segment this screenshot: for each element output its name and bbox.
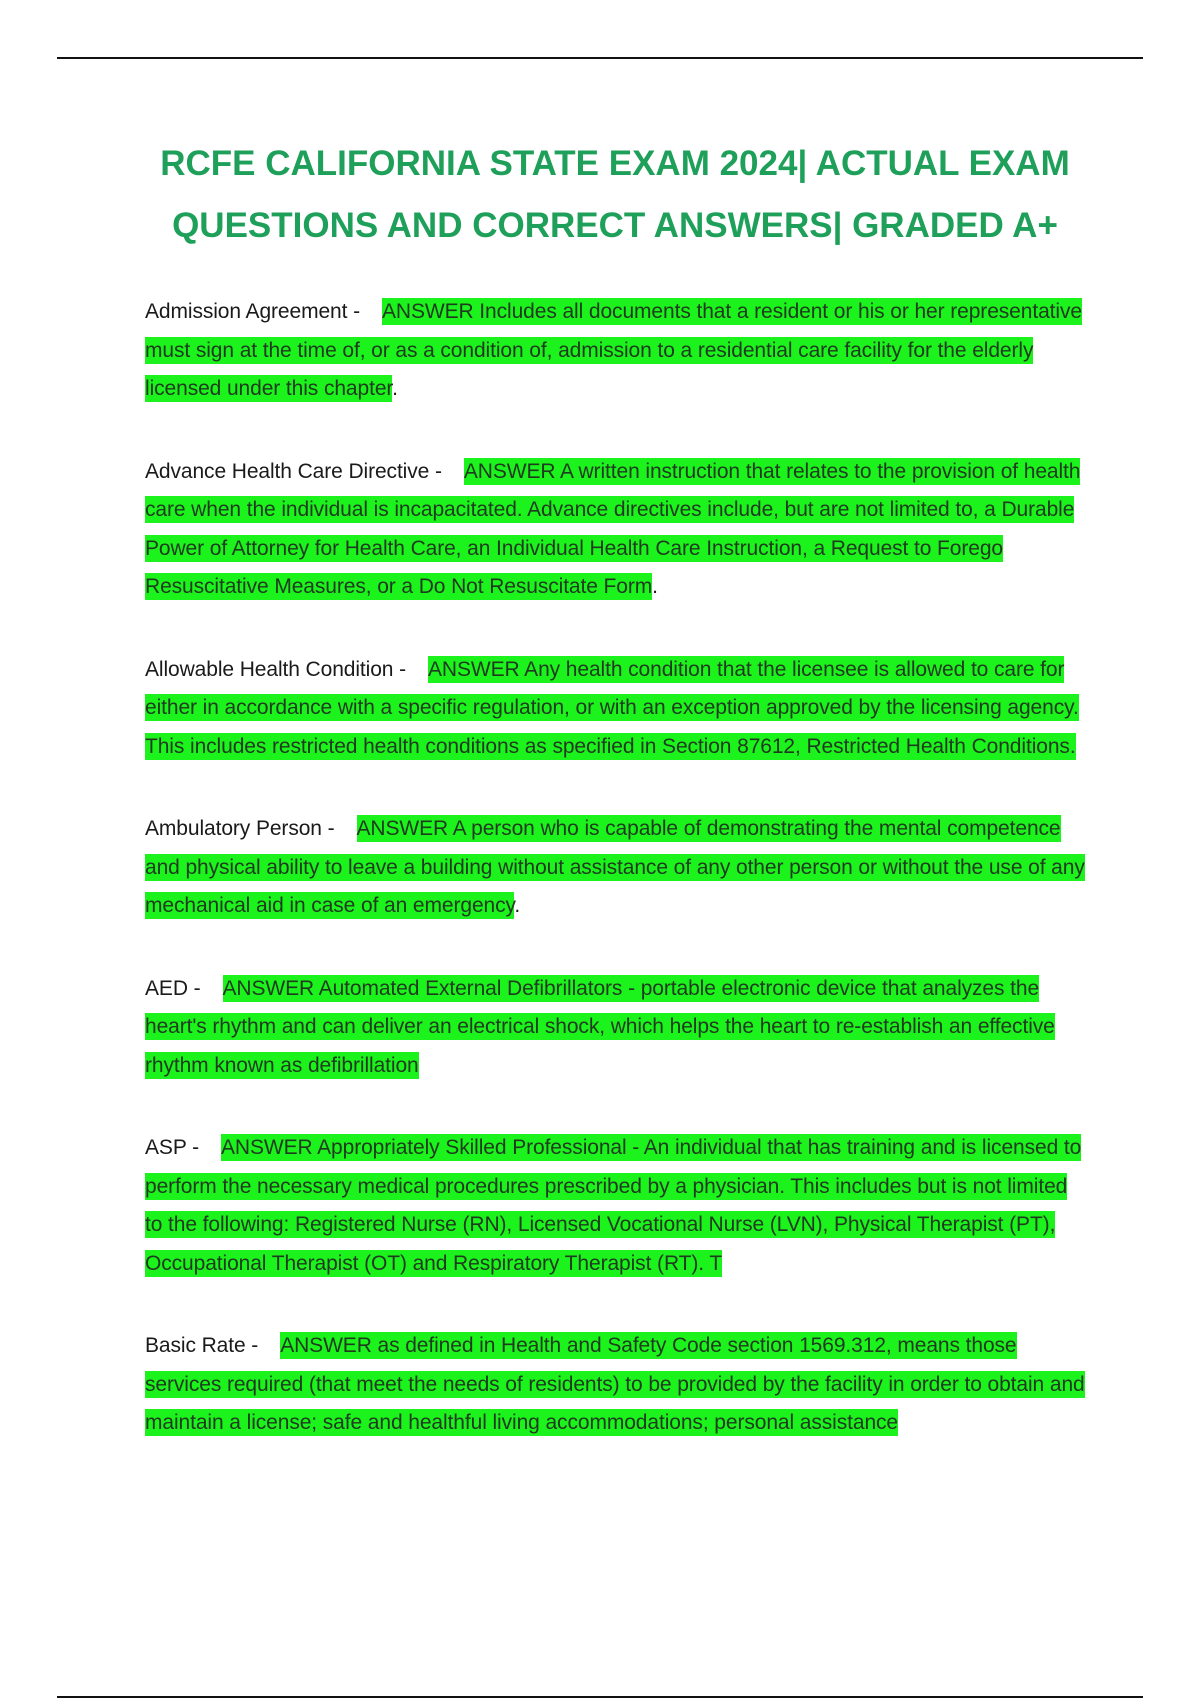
entry-term: Admission Agreement -	[145, 300, 360, 323]
top-rule	[57, 57, 1143, 59]
entry-answer: ANSWER A written instruction that relates to the provision of health care when the individual is incapacitated. Advance directives include, but are not limited to, a Durable Power of Attorney for Health Care, an Individual Health Care Instruction, a Request to Forego Resuscitative Measures, or a Do Not Resuscitate Form	[145, 459, 1081, 598]
entry-term: Advance Health Care Directive -	[145, 459, 442, 483]
entry-answer: ANSWER Includes all documents that a resident or his or her representative must sign at the time of, or as a condition of, admission to a residential care facility for the elderly licensed under this chapter	[145, 300, 1082, 400]
glossary-entry	[145, 970, 1085, 1086]
glossary-entry	[145, 453, 1085, 607]
title-line-2: QUESTIONS AND CORRECT ANSWERS| GRADED A+	[172, 206, 1058, 245]
document-title	[70, 133, 1160, 257]
bottom-rule	[57, 1696, 1143, 1698]
glossary-entry	[145, 651, 1085, 767]
entry-term: ASP -	[145, 1136, 199, 1159]
glossary-entry	[145, 1327, 1085, 1443]
glossary-entries	[145, 293, 1085, 1487]
title-line-1: RCFE CALIFORNIA STATE EXAM 2024| ACTUAL EXAM	[160, 144, 1070, 183]
entry-tail: .	[392, 377, 398, 400]
entry-tail: .	[514, 894, 521, 917]
entry-term: Basic Rate -	[145, 1334, 259, 1357]
glossary-entry	[145, 810, 1085, 926]
entry-answer: ANSWER Any health condition that the licensee is allowed to care for either in accordance with a specific regulation, or with an exception approved by the licensing agency. This includes restricted health conditions as specified in Section 87612, Restricted Health Conditions.	[145, 657, 1079, 758]
entry-answer: ANSWER A person who is capable of demonstrating the mental competence and physical ability to leave a building without assistance of any other person or without the use of any mechanical aid in case of an emergency	[145, 817, 1085, 917]
glossary-entry	[145, 1129, 1085, 1283]
entry-term: Ambulatory Person -	[145, 817, 335, 840]
entry-answer: ANSWER Appropriately Skilled Professional - An individual that has training and is licensed to perform the necessary medical procedures prescribed by a physician. This includes but is not limited to the following: Registered Nurse (RN), Licensed Vocational Nurse (LVN), Physical Therapist (PT), Occupational Therapist (OT) and Respiratory Therapist (RT). T	[145, 1136, 1082, 1275]
entry-answer: ANSWER Automated External Defibrillators - portable electronic device that analyzes the heart's rhythm and can deliver an electrical shock, which helps the heart to re-establish an effective rhythm known as defibrillation	[145, 976, 1055, 1077]
entry-term: Allowable Health Condition -	[145, 657, 407, 681]
glossary-entry	[145, 293, 1085, 409]
entry-term: AED -	[145, 976, 201, 1000]
entry-answer: ANSWER as defined in Health and Safety Code section 1569.312, means those services required (that meet the needs of residents) to be provided by the facility in order to obtain and maintain a license; safe and healthful living accommodations; personal assistance	[145, 1334, 1085, 1434]
entry-tail: .	[652, 575, 658, 598]
